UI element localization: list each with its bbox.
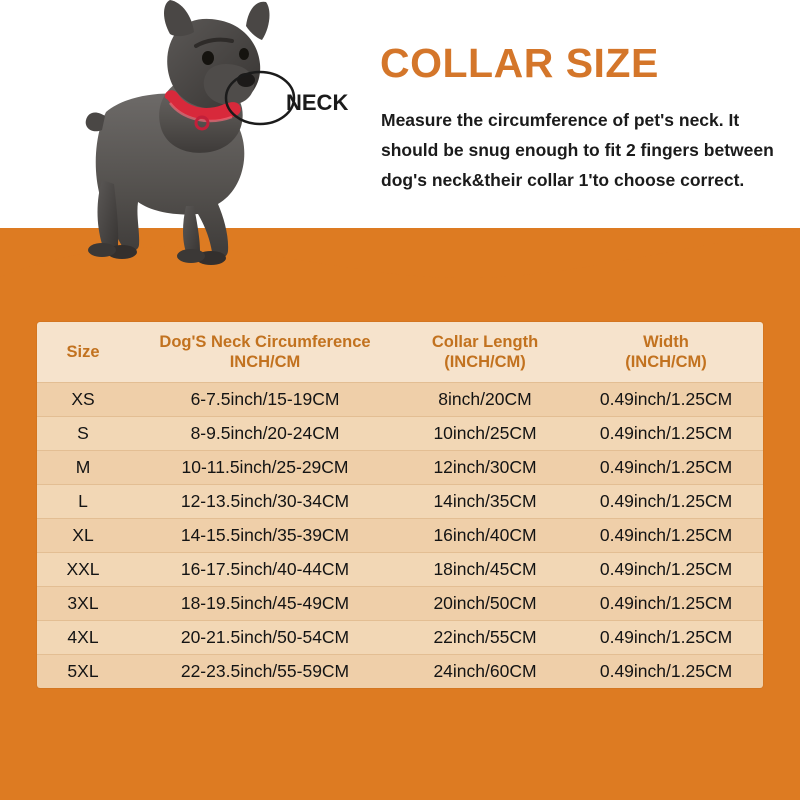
cell-size: 3XL xyxy=(37,587,129,621)
cell-width: 0.49inch/1.25CM xyxy=(569,417,763,451)
cell-length: 8inch/20CM xyxy=(401,383,569,417)
cell-size: 4XL xyxy=(37,621,129,655)
table-row xyxy=(37,485,763,519)
column-header-neck xyxy=(129,322,401,383)
column-header-length xyxy=(401,322,569,383)
cell-neck: 10-11.5inch/25-29CM xyxy=(129,451,401,485)
cell-length: 14inch/35CM xyxy=(401,485,569,519)
size-table-container xyxy=(37,322,763,688)
column-header-neck-main: Dog'S Neck Circumference xyxy=(159,333,371,351)
cell-neck: 20-21.5inch/50-54CM xyxy=(129,621,401,655)
cell-neck: 14-15.5inch/35-39CM xyxy=(129,519,401,553)
cell-size: XL xyxy=(37,519,129,553)
table-row xyxy=(37,383,763,417)
page-title: COLLAR SIZE xyxy=(380,40,659,86)
cell-size: XS xyxy=(37,383,129,417)
cell-size: M xyxy=(37,451,129,485)
column-header-size xyxy=(37,322,129,383)
dog-illustration xyxy=(10,0,370,290)
cell-width: 0.49inch/1.25CM xyxy=(569,587,763,621)
neck-callout-label: NECK xyxy=(286,90,349,115)
cell-neck: 16-17.5inch/40-44CM xyxy=(129,553,401,587)
cell-length: 16inch/40CM xyxy=(401,519,569,553)
cell-neck: 6-7.5inch/15-19CM xyxy=(129,383,401,417)
cell-width: 0.49inch/1.25CM xyxy=(569,383,763,417)
column-header-length-main: Collar Length xyxy=(431,333,539,351)
cell-width: 0.49inch/1.25CM xyxy=(569,485,763,519)
table-header-row xyxy=(37,322,763,383)
cell-width: 0.49inch/1.25CM xyxy=(569,655,763,689)
cell-length: 22inch/55CM xyxy=(401,621,569,655)
cell-length: 20inch/50CM xyxy=(401,587,569,621)
table-row xyxy=(37,587,763,621)
cell-width: 0.49inch/1.25CM xyxy=(569,553,763,587)
column-header-length-sub: (INCH/CM) xyxy=(444,353,526,371)
cell-size: S xyxy=(37,417,129,451)
table-body xyxy=(37,383,763,689)
measurement-instructions: Measure the circumference of pet's neck. It should be snug enough to fit 2 fingers between dog's neck&their collar 1'to choose correct. xyxy=(381,110,774,190)
table-header xyxy=(37,322,763,383)
dog-photo xyxy=(10,0,370,290)
cell-neck: 22-23.5inch/55-59CM xyxy=(129,655,401,689)
cell-width: 0.49inch/1.25CM xyxy=(569,621,763,655)
cell-size: XXL xyxy=(37,553,129,587)
cell-neck: 8-9.5inch/20-24CM xyxy=(129,417,401,451)
column-header-width-main: Width xyxy=(643,333,689,351)
cell-neck: 18-19.5inch/45-49CM xyxy=(129,587,401,621)
cell-size: L xyxy=(37,485,129,519)
column-header-width-sub: (INCH/CM) xyxy=(625,353,707,371)
table-row xyxy=(37,451,763,485)
table-row xyxy=(37,621,763,655)
cell-width: 0.49inch/1.25CM xyxy=(569,451,763,485)
cell-length: 18inch/45CM xyxy=(401,553,569,587)
table-row xyxy=(37,655,763,689)
cell-length: 10inch/25CM xyxy=(401,417,569,451)
column-header-width xyxy=(569,322,763,383)
column-header-neck-sub: INCH/CM xyxy=(229,353,301,371)
cell-width: 0.49inch/1.25CM xyxy=(569,519,763,553)
cell-length: 24inch/60CM xyxy=(401,655,569,689)
column-header-size-main: Size xyxy=(66,343,100,361)
size-table xyxy=(37,322,763,688)
table-row xyxy=(37,553,763,587)
table-row xyxy=(37,519,763,553)
cell-neck: 12-13.5inch/30-34CM xyxy=(129,485,401,519)
cell-size: 5XL xyxy=(37,655,129,689)
table-row xyxy=(37,417,763,451)
cell-length: 12inch/30CM xyxy=(401,451,569,485)
